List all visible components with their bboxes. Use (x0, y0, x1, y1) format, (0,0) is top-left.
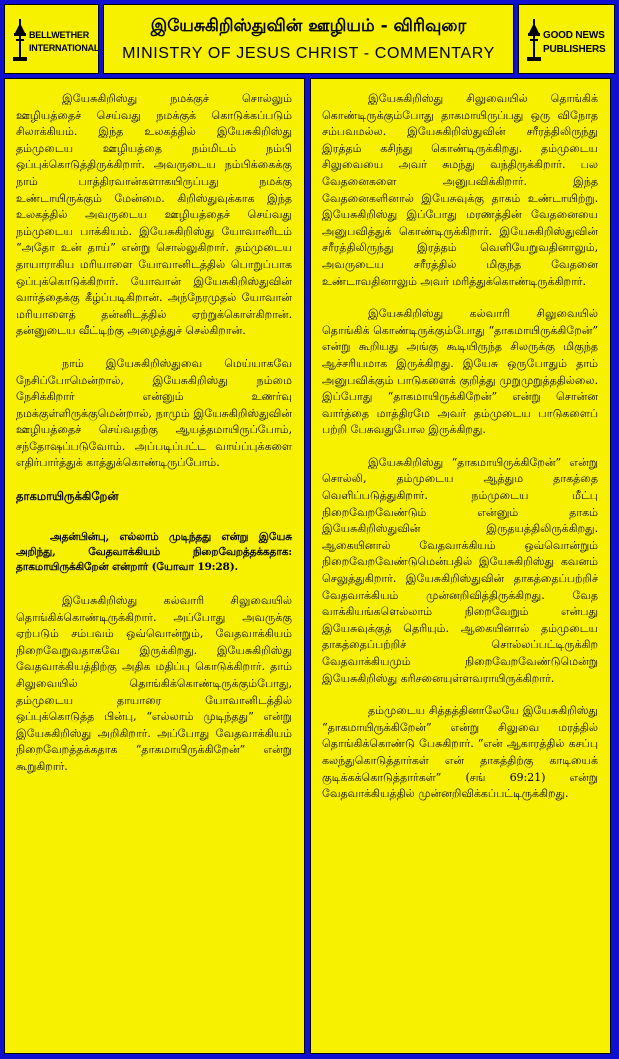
bellwether-logo-box (4, 4, 99, 74)
bellwether-logo-line2: INTERNATIONAL (29, 43, 100, 53)
bellwether-logo (11, 17, 100, 65)
header (0, 0, 619, 78)
left-paragraph-2: நாம் இயேசுகிறிஸ்துவை மெய்யாகவே நேசிப்போமென்றால், இயேசுகிறிஸ்து நம்மை நேசிக்கிறார் என்னும் உணர்வு நமக்குள்ளிருக்குமென்றால், நாமும் இயேசுகிறிஸ்துவின் ஊழியத்தைச் செய்வதற்கு ஆயத்தமாயிருப்போம், சந்தோஷப்படுவோம். அப்படிப்பட்ட வாய்ப்புக்களை எதிர்பார்த்துக் காத்துக்கொண்டிருப்போம். (16, 356, 292, 470)
right-paragraph-4: தம்முடைய சித்தத்தினாலேயே இயேசுகிறிஸ்து “தாகமாயிருக்கிறேன்” என்று சிலுவை மரத்தில் தொங்கிக்கொண்டு பேசுகிறார். “என் ஆகாரத்தில் கசப்பு கலந்துகொடுத்தார்கள் என் தாகத்திற்கு காடியைக் குடிக்கக்கொடுத்தார்கள்” (சங் 69:21) என்று வேதவாக்கியத்தில் முன்னறிவிக்கப்பட்டிருக்கிறது. (322, 704, 598, 801)
title-box (103, 4, 514, 74)
section-heading: தாகமாயிருக்கிறேன் (16, 489, 119, 504)
right-column (310, 78, 611, 1054)
page-title-tamil: இயேசுகிறிஸ்துவின் ஊழியம் - விரிவுரை (150, 16, 467, 36)
bellwether-bell-icon (11, 17, 29, 63)
bellwether-logo-text (29, 29, 100, 55)
good-news-logo-line2: PUBLISHERS (543, 44, 606, 55)
left-column (4, 78, 305, 1054)
left-paragraph-1: இயேசுகிறிஸ்து நமக்குச் சொல்லும் ஊழியத்தைச் செய்வது நமக்குக் கொடுக்கப்படும் சிலாக்கியம். இந்த உலகத்தில் இயேசுகிறிஸ்து தம்முடைய ஊழியத்தை நம்மிடம் நம்பி ஒப்புக்கொடுத்திருக்கிறார். அவருடைய நம்பிக்கைக்கு நாம் பாத்திரவான்களாகயிருப்பது நமக்கு உண்டாயிருக்கும் மேன்மை. கிறிஸ்துவுக்காக இந்த உலகத்தில் அவருடைய ஊழியத்தைச் செய்வது நம்முடைய பாக்கியம். இயேசுகிறிஸ்து யோவானிடம் “அதோ உன் தாய்” என்று சொல்லுகிறார். தம்முடைய தாயாராகிய மரியாளை யோவானிடத்தில் பொறுப்பாக ஒப்புக்கொடுக்கிறார். யோவான் இயேசுகிறிஸ்துவின் வார்த்தைக்கு கீழ்ப்படிகிறான். அந்நேரமுதல் யோவான் மரியாளைத் தன்னிடத்தில் ஏற்றுக்கொள்கிறான். தன்னுடைய வீட்டிற்கு அழைத்துச் செல்கிறான். (16, 92, 292, 338)
scripture-quote: அதன்பின்பு, எல்லாம் முடிந்தது என்று இயேசு அறிந்து, வேதவாக்கியம் நிறைவேறத்தக்கதாக: தாகமாயிருக்கிறேன் என்றார் (யோவா 19:28). (16, 531, 292, 574)
good-news-logo-text (543, 29, 609, 57)
good-news-logo (525, 17, 609, 65)
right-paragraph-2: இயேசுகிறிஸ்து கல்வாரி சிலுவையில் தொங்கிக் கொண்டிருக்கும்போது “தாகமாயிருக்கிறேன்” என்று கூறியது அங்கு கூடியிருந்த சிலருக்கு மிகுந்த ஆச்சரியமாக இருக்கிறது. இயேசு ஒருபோதும் தாம் அனுபவிக்கும் பாடுகளைக் குறித்து முறுமுறுத்ததில்லை. இப்போது “தாகமாயிருக்கிறேன்” என்று சொன்ன வார்த்தை மாத்திரமே அவர் தம்முடைய பாடுகளைப் பற்றி பேசுவதுபோல இருக்கிறது. (322, 307, 598, 437)
right-paragraph-1: இயேசுகிறிஸ்து சிலுவையில் தொங்கிக் கொண்டிருக்கும்போது தாகமாயிருப்பது ஒரு விநோத சம்பவமல்ல. இயேசுகிறிஸ்துவின் சரீரத்திலிருந்து இரத்தம் கசிந்து கொண்டிருக்கிறது. தம்முடைய சிலுவையை அவர் சுமந்து வந்திருக்கிறார். பல வேதனைகளை அனுபவிக்கிறார். இந்த வேதனைகளினால் இயேசுவுக்கு தாகம் உண்டாயிற்று. இயேசுகிறிஸ்து இப்போது மரணத்தின் வேதனையை அனுபவித்துக் கொண்டிருக்கிறார். இயேசுகிறிஸ்துவின் சரீரத்திலிருந்து இரத்தம் வெளியேறுவதினாலும், அவருடைய சரீரத்தில் மிகுந்த வேதனை உண்டாவதினாலும் அவர் மரித்துக்கொண்டிருக்கிறார். (322, 92, 598, 288)
good-news-logo-box (518, 4, 615, 74)
page-title-english: MINISTRY OF JESUS CHRIST - COMMENTARY (122, 45, 495, 62)
good-news-bell-icon (525, 17, 543, 63)
right-paragraph-3: இயேசுகிறிஸ்து “தாகமாயிருக்கிறேன்” என்று சொல்லி, தம்முடைய ஆத்தும தாகத்தை வெளிப்படுத்துகிறார். நம்முடைய மீட்பு நிறைவேறவேண்டும் என்னும் தாகம் இயேசுகிறிஸ்துவின் இருதயத்திலிருக்கிறது. ஆகையினால் வேதவாக்கியம் ஒவ்வொன்றும் நிறைவேறவேண்டுமென்பதில் இயேசுகிறிஸ்து கவனம் செலுத்துகிறார். இயேசுகிறிஸ்துவின் தாகத்தைப்பற்றிச் வேதவாக்கியம் முன்னறிவித்திருக்கிறது. வேத வாக்கியங்களெல்லாம் நிறைவேறும் என்பது இயேசுவுக்குத் தெரியும். ஆகையினால் தம்முடைய தாகத்தைப்பற்றிச் சொல்லப்பட்டிருக்கிற வேதவாக்கியமும் நிறைவேறவேண்டுமென்று இயேசுகிறிஸ்து கரிசனையுள்ளவராயிருக்கிறார். (322, 455, 598, 685)
bellwether-logo-line1: BELLWETHER (29, 30, 89, 40)
left-paragraph-3: இயேசுகிறிஸ்து கல்வாரி சிலுவையில் தொங்கிக்கொண்டிருக்கிறார். அப்போது அவருக்கு ஏற்படும் சம்பவம் ஒவ்வொன்றும், வேதவாக்கியம் நிறைவேறுவதாகவே இருக்கிறது. இயேசுகிறிஸ்து வேதவாக்கியத்திற்கு அதிக மதிப்பு கொடுக்கிறார். தாம் சிலுவையில் தொங்கிக்கொண்டிருக்கும்போது, தம்முடைய தாயாரை யோவானிடத்தில் ஒப்புக்கொடுத்த பின்பு, “எல்லாம் முடிந்தது” என்று இயேசுகிறிஸ்து அறிகிறார். அப்போது வேதவாக்கியம் நிறைவேறத்தக்கதாக “தாகமாயிருக்கிறேன்” என்று கூறுகிறார். (16, 594, 292, 773)
good-news-logo-line1: GOOD NEWS (543, 30, 605, 41)
